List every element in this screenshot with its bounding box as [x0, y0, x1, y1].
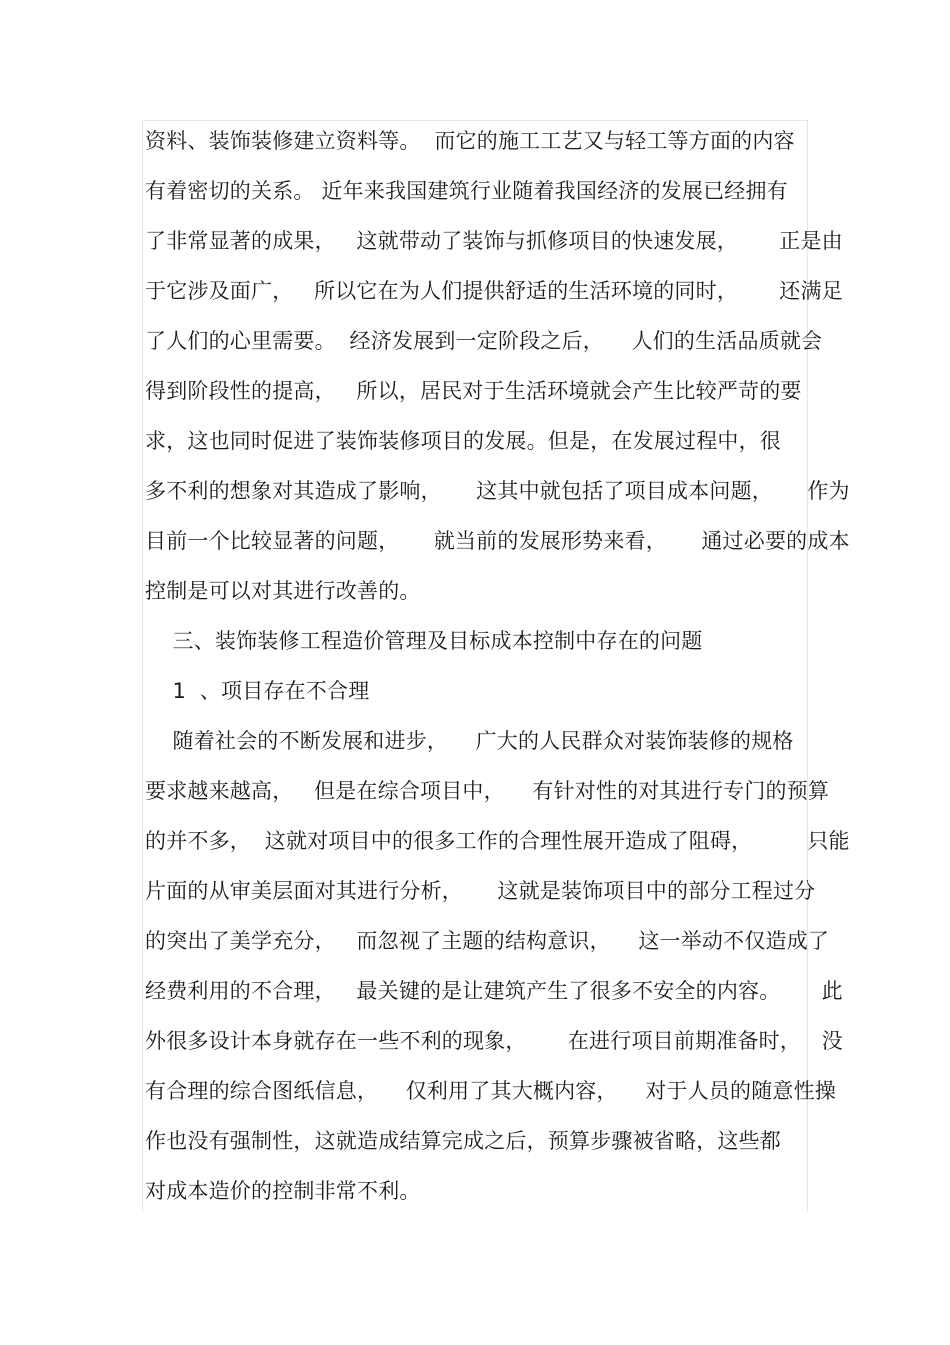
text-line: 作也没有强制性，这就造成结算完成之后，预算步骤被省略，这些都: [145, 1129, 781, 1153]
text-line: 目前一个比较显著的问题， 就当前的发展形势来看， 通过必要的成本: [145, 529, 850, 553]
text-line: 有合理的综合图纸信息， 仅利用了其大概内容， 对于人员的随意性操: [145, 1079, 836, 1103]
text-line: 有着密切的关系。 近年来我国建筑行业随着我国经济的发展已经拥有: [145, 179, 788, 203]
text-line: 随着社会的不断发展和进步， 广大的人民群众对装饰装修的规格: [145, 729, 794, 753]
text-line: 对成本造价的控制非常不利。: [145, 1179, 421, 1203]
page-border-top: [142, 120, 807, 121]
text-line: 资料、装饰装修建立资料等。 而它的施工工艺又与轻工等方面的内容: [145, 129, 795, 153]
text-line: 于它涉及面广， 所以它在为人们提供舒适的生活环境的同时， 还满足: [145, 279, 843, 303]
subsection-heading: 1 、项目存在不合理: [145, 679, 370, 703]
text-line: 得到阶段性的提高， 所以，居民对于生活环境就会产生比较严苛的要: [145, 379, 802, 403]
text-line: 经费利用的不合理， 最关键的是让建筑产生了很多不安全的内容。 此: [145, 979, 843, 1003]
text-line: 求，这也同时促进了装饰装修项目的发展。但是，在发展过程中，很: [145, 429, 781, 453]
section-heading: 三、装饰装修工程造价管理及目标成本控制中存在的问题: [145, 629, 703, 653]
text-line: 片面的从审美层面对其进行分析， 这就是装饰项目中的部分工程过分: [145, 879, 816, 903]
text-line: 的突出了美学充分， 而忽视了主题的结构意识， 这一举动不仅造成了: [145, 929, 830, 953]
text-line: 外很多设计本身就存在一些不利的现象， 在进行项目前期准备时， 没: [145, 1029, 843, 1053]
text-line: 了非常显著的成果， 这就带动了装饰与抓修项目的快速发展， 正是由: [145, 229, 843, 253]
text-line: 控制是可以对其进行改善的。: [145, 579, 421, 603]
text-line: 多不利的想象对其造成了影响， 这其中就包括了项目成本问题， 作为: [145, 479, 850, 503]
text-line: 了人们的心里需要。 经济发展到一定阶段之后， 人们的生活品质就会: [145, 329, 823, 353]
text-line: 要求越来越高， 但是在综合项目中， 有针对性的对其进行专门的预算: [145, 779, 830, 803]
text-line: 的并不多， 这就对项目中的很多工作的合理性展开造成了阻碍， 只能: [145, 829, 850, 853]
page-border-left: [142, 120, 143, 1212]
